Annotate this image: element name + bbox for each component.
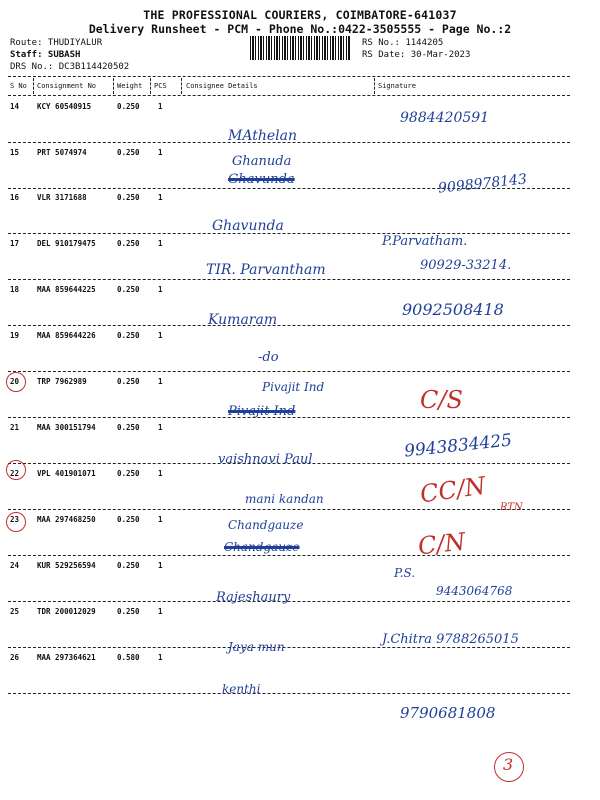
row-consignment: MAA 297468250 <box>37 515 96 524</box>
route-label: Route: THUDIYALUR <box>10 38 103 48</box>
handwritten-name: MAthelan <box>228 128 297 144</box>
row-sno: 23 <box>10 515 20 524</box>
row-sno: 25 <box>10 607 20 616</box>
col-header-consignment: Consignment No <box>37 82 97 90</box>
row-pcs: 1 <box>158 331 163 340</box>
handwritten-signature: P.S. <box>394 566 416 580</box>
row-pcs: 1 <box>158 148 163 157</box>
circle-mark <box>6 512 26 532</box>
row-weight: 0.250 <box>117 607 140 616</box>
row-weight: 0.250 <box>117 148 140 157</box>
handwritten-name: -do <box>258 350 279 365</box>
drs-label: DRS No.: DC3B114420502 <box>10 62 130 72</box>
header-rule-bottom <box>8 95 570 96</box>
staff-label: Staff: SUBASH <box>10 50 81 60</box>
handwritten-signature: 9098978143 <box>437 171 528 197</box>
barcode <box>250 36 350 60</box>
row-sno: 19 <box>10 331 20 340</box>
row-divider <box>8 693 570 694</box>
row-consignment: KCY 60540915 <box>37 102 92 111</box>
row-sno: 17 <box>10 239 20 248</box>
handwritten-name: Pivajit Ind <box>262 380 325 394</box>
handwritten-signature: 9884420591 <box>400 110 490 126</box>
row-pcs: 1 <box>158 193 163 202</box>
handwritten-name: Chandgauze <box>228 518 304 532</box>
col-header-consignee: Consignee Details <box>186 82 258 90</box>
row-pcs: 1 <box>158 561 163 570</box>
handwritten-signature: C/N <box>416 527 467 561</box>
row-weight: 0.250 <box>117 469 140 478</box>
col-divider <box>150 78 151 94</box>
row-divider <box>8 325 570 326</box>
row-pcs: 1 <box>158 423 163 432</box>
row-pcs: 1 <box>158 102 163 111</box>
row-consignment: MAA 859644226 <box>37 331 96 340</box>
row-divider <box>8 509 570 510</box>
row-pcs: 1 <box>158 469 163 478</box>
handwritten-signature: RTN <box>500 502 523 513</box>
circle-mark <box>6 372 26 392</box>
row-weight: 0.250 <box>117 193 140 202</box>
row-pcs: 1 <box>158 377 163 386</box>
row-divider <box>8 279 570 280</box>
col-divider <box>33 78 34 94</box>
handwritten-signature: 9092508418 <box>402 300 504 319</box>
row-consignment: VPL 401901071 <box>37 469 96 478</box>
row-consignment: TRP 7962989 <box>37 377 87 386</box>
row-consignment: KUR 529256594 <box>37 561 96 570</box>
row-consignment: MAA 859644225 <box>37 285 96 294</box>
row-pcs: 1 <box>158 653 163 662</box>
page-mark: 3 <box>503 755 514 774</box>
handwritten-name: TIR. Parvantham <box>206 262 326 278</box>
row-weight: 0.250 <box>117 331 140 340</box>
row-weight: 0.250 <box>117 239 140 248</box>
col-header-weight: Weight <box>117 82 143 90</box>
col-header-signature: Signature <box>378 82 416 90</box>
row-sno: 15 <box>10 148 20 157</box>
handwritten-name: Kumaram <box>208 312 278 328</box>
handwritten-name: Rajeshaury <box>216 590 291 605</box>
rs-date-label: RS Date: 30-Mar-2023 <box>362 50 471 60</box>
handwritten-signature: J.Chitra 9788265015 <box>382 632 519 647</box>
row-pcs: 1 <box>158 607 163 616</box>
row-pcs: 1 <box>158 285 163 294</box>
row-consignment: VLR 3171688 <box>37 193 87 202</box>
row-consignment: MAA 297364621 <box>37 653 96 662</box>
handwritten-signature: 90929-33214. <box>420 258 512 273</box>
col-divider <box>113 78 114 94</box>
handwritten-signature: P.Parvatham. <box>382 234 468 249</box>
row-weight: 0.250 <box>117 377 140 386</box>
row-sno: 21 <box>10 423 20 432</box>
row-sno: 18 <box>10 285 20 294</box>
header-rule-top <box>8 76 570 77</box>
handwritten-name: kenthi <box>222 682 261 696</box>
col-divider <box>181 78 182 94</box>
handwritten-name: Ghanuda <box>232 154 292 169</box>
page-title: THE PROFESSIONAL COURIERS, COIMBATORE-641037 <box>143 8 457 22</box>
row-divider <box>8 371 570 372</box>
row-consignment: DEL 910179475 <box>37 239 96 248</box>
handwritten-name: Ghavunda <box>212 218 284 234</box>
row-consignment: TDR 200012029 <box>37 607 96 616</box>
row-sno: 26 <box>10 653 20 662</box>
col-header-pcs: PCS <box>154 82 167 90</box>
row-weight: 0.250 <box>117 561 140 570</box>
row-sno: 16 <box>10 193 20 202</box>
row-consignment: PRT 5074974 <box>37 148 87 157</box>
row-sno: 20 <box>10 377 20 386</box>
row-divider <box>8 555 570 556</box>
row-pcs: 1 <box>158 239 163 248</box>
handwritten-signature: 9443064768 <box>436 584 513 598</box>
handwritten-signature: 9790681808 <box>400 704 496 722</box>
handwritten-signature: 9943834425 <box>403 430 513 462</box>
row-weight: 0.250 <box>117 102 140 111</box>
col-header-sno: S No <box>10 82 27 90</box>
handwritten-signature: CC/N <box>418 471 488 509</box>
handwritten-name: Jaya mun <box>228 640 285 654</box>
row-weight: 0.250 <box>117 515 140 524</box>
handwritten-name-struck: Chandgauze <box>224 540 300 554</box>
circle-mark <box>6 460 26 480</box>
row-pcs: 1 <box>158 515 163 524</box>
row-weight: 0.580 <box>117 653 140 662</box>
page-subtitle: Delivery Runsheet - PCM - Phone No.:0422-3505555 - Page No.:2 <box>88 22 512 36</box>
row-divider <box>8 233 570 234</box>
row-divider <box>8 647 570 648</box>
row-sno: 24 <box>10 561 20 570</box>
row-consignment: MAA 300151794 <box>37 423 96 432</box>
rs-no-label: RS No.: 1144205 <box>362 38 444 48</box>
row-weight: 0.250 <box>117 423 140 432</box>
handwritten-name-struck: Pivajit Ind <box>228 404 296 419</box>
handwritten-name-struck: Ghavunda <box>228 172 295 187</box>
handwritten-name: vaishnavi Paul <box>218 452 313 467</box>
row-weight: 0.250 <box>117 285 140 294</box>
handwritten-name: mani kandan <box>245 492 324 506</box>
row-sno: 14 <box>10 102 20 111</box>
col-divider <box>374 78 375 94</box>
handwritten-signature: C/S <box>420 386 463 414</box>
row-sno: 22 <box>10 469 20 478</box>
